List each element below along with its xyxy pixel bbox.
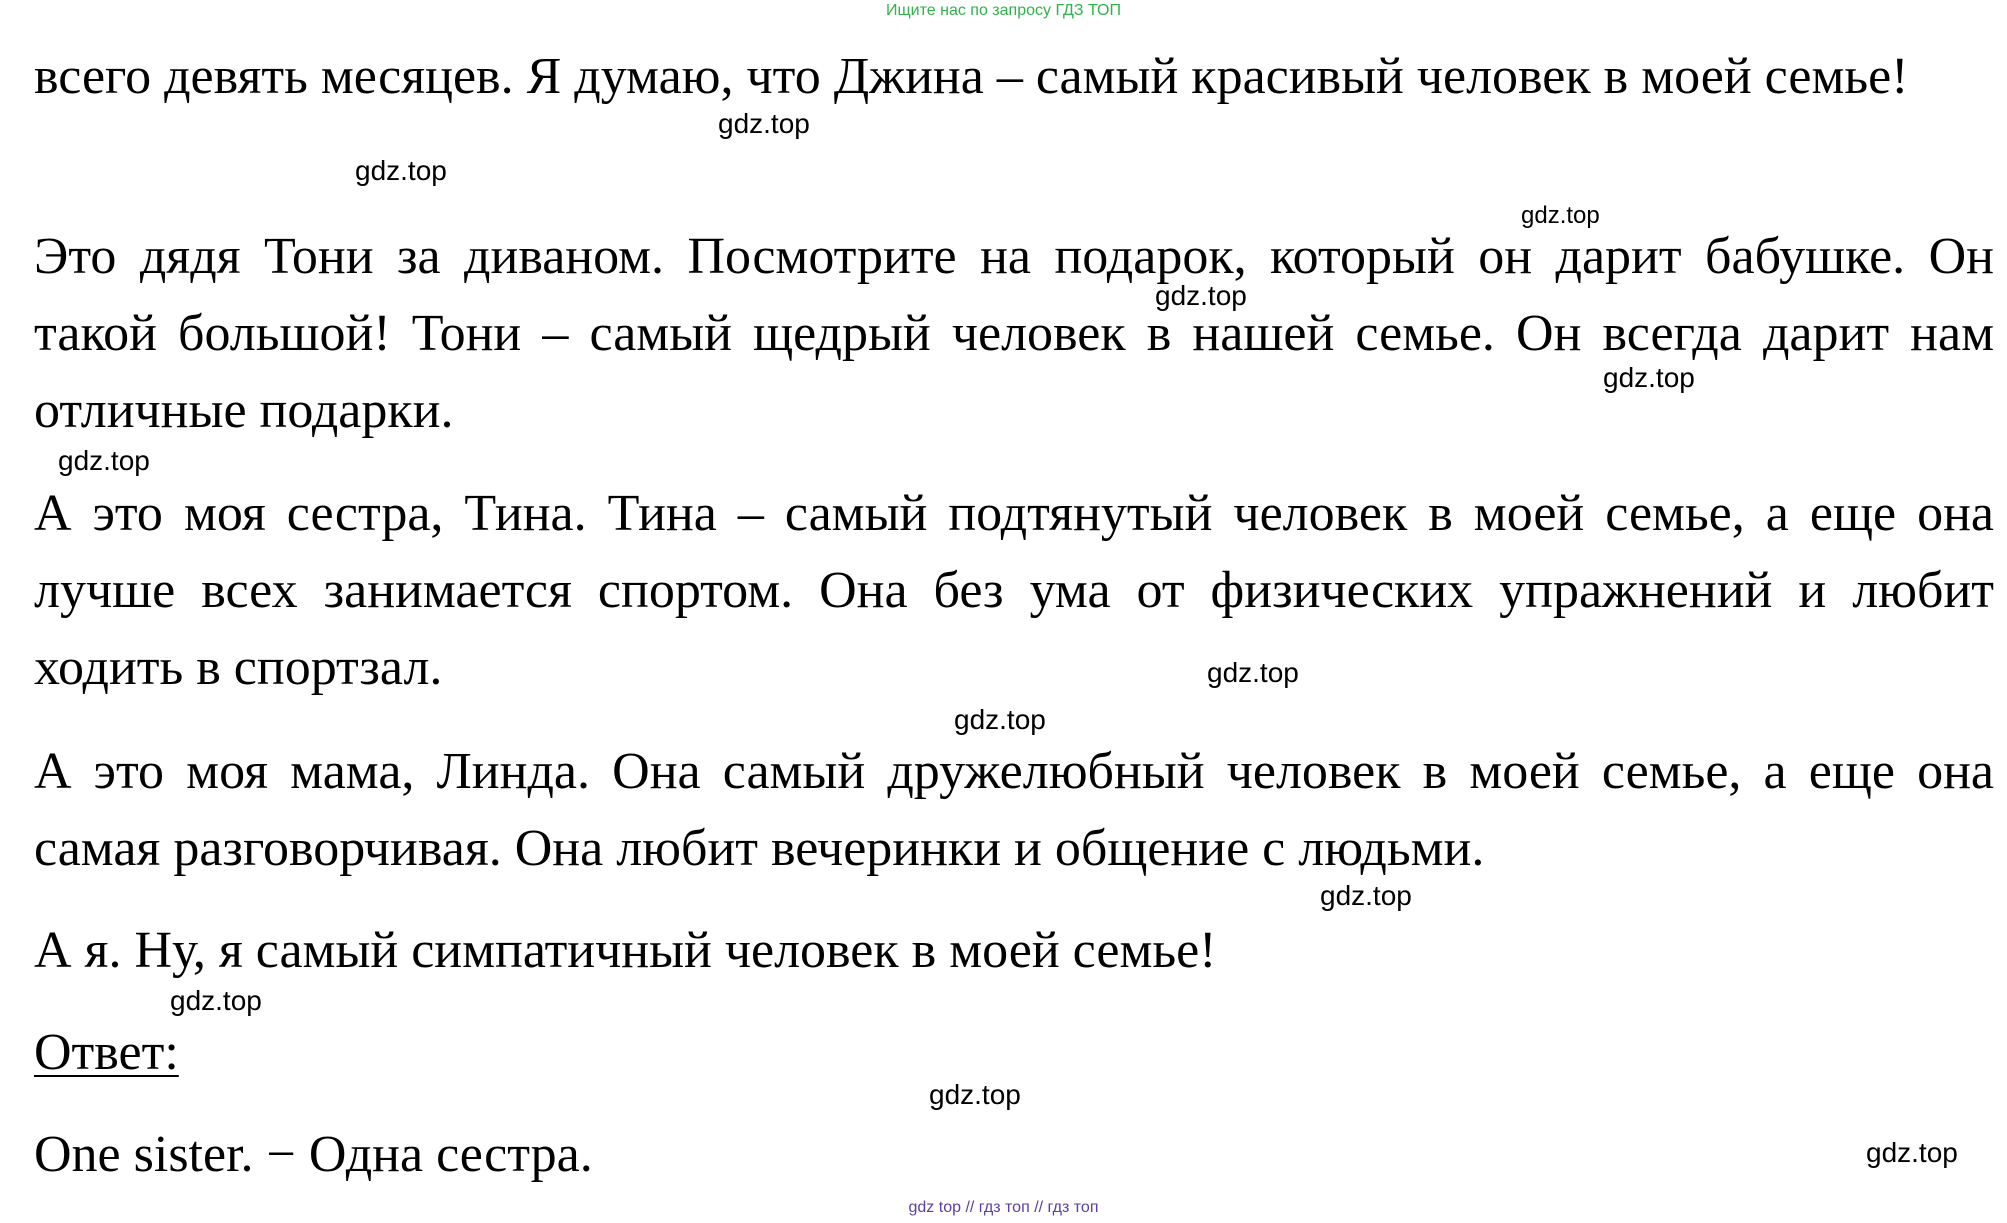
paragraph-2: Это дядя Тони за диваном. Посмотрите на подарок, который он дарит бабушке. Он такой большой! Тони – самый щедрый человек в нашей семье. Он всегда дарит нам отличные подарки. — [34, 228, 1994, 439]
footer-links — [0, 1198, 2007, 1218]
paragraph-3: А это моя сестра, Тина. Тина – самый подтянутый человек в моей семье, а еще она лучше всех занимается спортом. Она без ума от физических упражнений и любит ходить в спортзал. — [34, 485, 1994, 696]
watermark: gdz.top — [1521, 202, 1600, 229]
top-banner: Ищите нас по запросу ГДЗ ТОП — [886, 2, 1121, 19]
watermark: gdz.top — [355, 155, 447, 186]
paragraph-1: всего девять месяцев. Я думаю, что Джина – самый красивый человек в моей семье! — [34, 48, 1909, 105]
footer-separator: // — [1034, 1199, 1044, 1216]
watermark: gdz.top — [58, 445, 150, 476]
watermark: gdz.top — [1320, 880, 1412, 911]
watermark: gdz.top — [954, 704, 1046, 735]
footer-link[interactable]: гдз топ — [978, 1199, 1030, 1216]
watermark: gdz.top — [1603, 362, 1695, 393]
watermark: gdz.top — [1866, 1137, 1958, 1168]
footer-link[interactable]: гдз топ — [1047, 1199, 1099, 1216]
answer-heading: Ответ: — [34, 1024, 179, 1081]
watermark: gdz.top — [929, 1079, 1021, 1110]
paragraph-5: А я. Ну, я самый симпатичный человек в моей семье! — [34, 922, 1217, 979]
paragraph-4: А это моя мама, Линда. Она самый дружелюбный человек в моей семье, а еще она самая разговорчивая. Она любит вечеринки и общение с людьми. — [34, 743, 1994, 877]
footer-separator: // — [965, 1199, 975, 1216]
watermark: gdz.top — [170, 985, 262, 1016]
answer-text: One sister. − Одна сестра. — [34, 1126, 593, 1183]
watermark: gdz.top — [718, 108, 810, 139]
watermark: gdz.top — [1207, 657, 1299, 688]
footer-link[interactable]: gdz top — [908, 1199, 961, 1216]
watermark: gdz.top — [1155, 280, 1247, 311]
